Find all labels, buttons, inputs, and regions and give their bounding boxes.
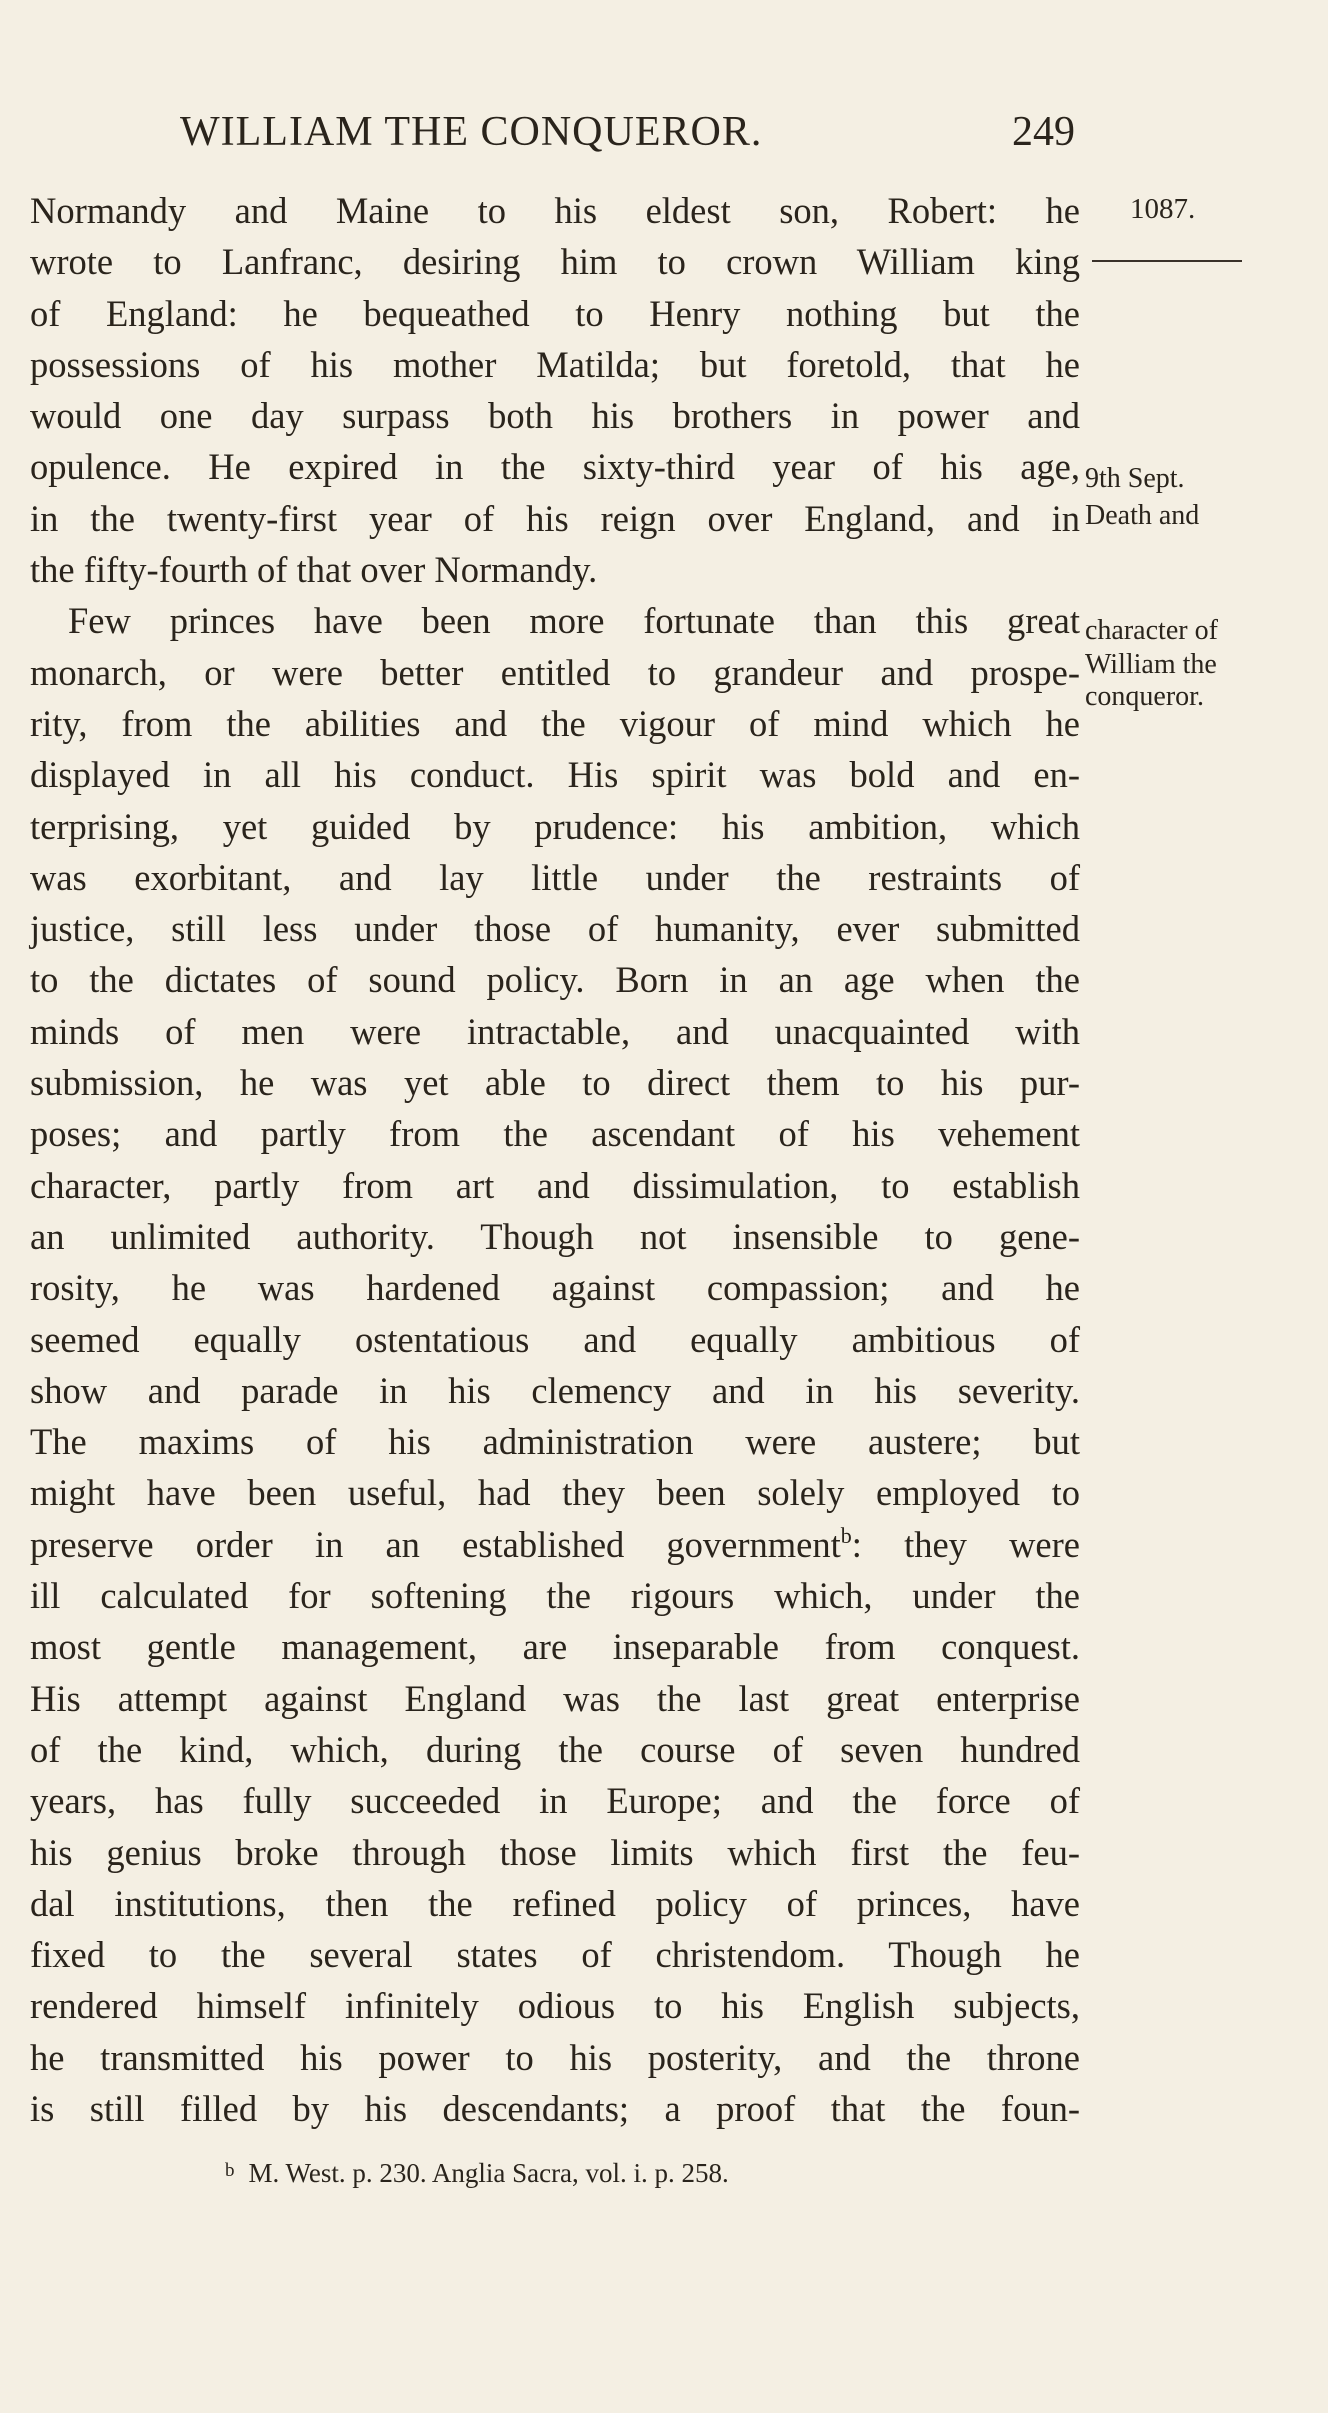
text-line: fixed to the several states of christendom. Though he: [30, 1934, 1080, 1976]
margin-note-conqueror: conqueror.: [1085, 681, 1204, 712]
text-line: dal institutions, then the refined policy of princes, have: [30, 1882, 1080, 1924]
footnote-mark: b: [225, 2160, 235, 2181]
text-line: displayed in all his conduct. His spirit was bold and en-: [30, 754, 1080, 796]
text-line: might have been useful, had they been solely employed to: [30, 1472, 1080, 1514]
body-text: [30, 185, 1080, 2134]
footnote-reference: b: [840, 1522, 852, 1548]
running-title: WILLIAM THE CONQUEROR.: [180, 109, 763, 155]
text-line: The maxims of his administration were austere; but: [30, 1421, 1080, 1463]
text-line: rosity, he was hardened against compassion; and he: [30, 1267, 1080, 1309]
margin-note-year: 1087.: [1130, 193, 1196, 225]
text-line: submission, he was yet able to direct them to his pur-: [30, 1062, 1080, 1104]
text-line: his genius broke through those limits which first the feu-: [30, 1831, 1080, 1873]
text-line: most gentle management, are inseparable from conquest.: [30, 1626, 1080, 1668]
footnote-text: M. West. p. 230. Anglia Sacra, vol. i. p. 258.: [248, 2158, 729, 2188]
text-line: seemed equally ostentatious and equally ambitious of: [30, 1318, 1080, 1360]
text-line: he transmitted his power to his posterity, and the throne: [30, 2036, 1080, 2078]
text-line: rendered himself infinitely odious to his English subjects,: [30, 1985, 1080, 2027]
margin-note-character: character of: [1085, 615, 1218, 646]
text-segment: preserve order in an established government: [30, 1523, 841, 1565]
footnote: [225, 2158, 729, 2189]
text-line: Normandy and Maine to his eldest son, Robert: he: [30, 190, 1080, 231]
text-line: rity, from the abilities and the vigour of mind which he: [30, 702, 1080, 744]
text-line: of the kind, which, during the course of seven hundred: [30, 1728, 1080, 1770]
text-line: possessions of his mother Matilda; but foretold, that he: [30, 343, 1080, 385]
text-line: in the twenty-first year of his reign over England, and in: [30, 497, 1080, 539]
text-segment: : they were: [851, 1523, 1080, 1565]
margin-note-date: 9th Sept.: [1085, 463, 1185, 494]
text-line: of England: he bequeathed to Henry nothing but the: [30, 292, 1080, 334]
text-line: to the dictates of sound policy. Born in an age when the: [30, 959, 1080, 1001]
text-line: is still filled by his descendants; a proof that the foun-: [30, 2087, 1080, 2129]
margin-note-death: Death and: [1085, 500, 1200, 531]
margin-note-william: William the: [1085, 649, 1217, 680]
text-line: years, has fully succeeded in Europe; and the force of: [30, 1780, 1080, 1822]
text-line: poses; and partly from the ascendant of his vehement: [30, 1113, 1080, 1155]
text-line: the fifty-fourth of that over Normandy.: [30, 549, 598, 591]
text-line: an unlimited authority. Though not insensible to gene-: [30, 1215, 1080, 1257]
text-line: justice, still less under those of humanity, ever submitted: [30, 908, 1080, 950]
text-line: ill calculated for softening the rigours which, under the: [30, 1575, 1080, 1617]
text-line: His attempt against England was the last great enterprise: [30, 1677, 1080, 1719]
text-line: character, partly from art and dissimulation, to establish: [30, 1164, 1080, 1206]
text-line: was exorbitant, and lay little under the restraints of: [30, 856, 1080, 898]
text-line: wrote to Lanfranc, desiring him to crown William king: [30, 241, 1080, 283]
page-number: 249: [1012, 109, 1075, 155]
text-line: opulence. He expired in the sixty-third year of his age,: [30, 446, 1080, 488]
text-line: would one day surpass both his brothers in power and: [30, 395, 1080, 437]
page-header: [30, 108, 1075, 168]
margin-rule: [1092, 260, 1242, 262]
text-line: show and parade in his clemency and in his severity.: [30, 1369, 1080, 1411]
text-line-with-footnote-ref: [30, 1519, 1080, 1570]
text-line: monarch, or were better entitled to grandeur and prospe-: [30, 651, 1080, 693]
text-line: Few princes have been more fortunate than this great: [68, 600, 1080, 642]
text-line: minds of men were intractable, and unacquainted with: [30, 1010, 1080, 1052]
text-line: terprising, yet guided by prudence: his ambition, which: [30, 805, 1080, 847]
